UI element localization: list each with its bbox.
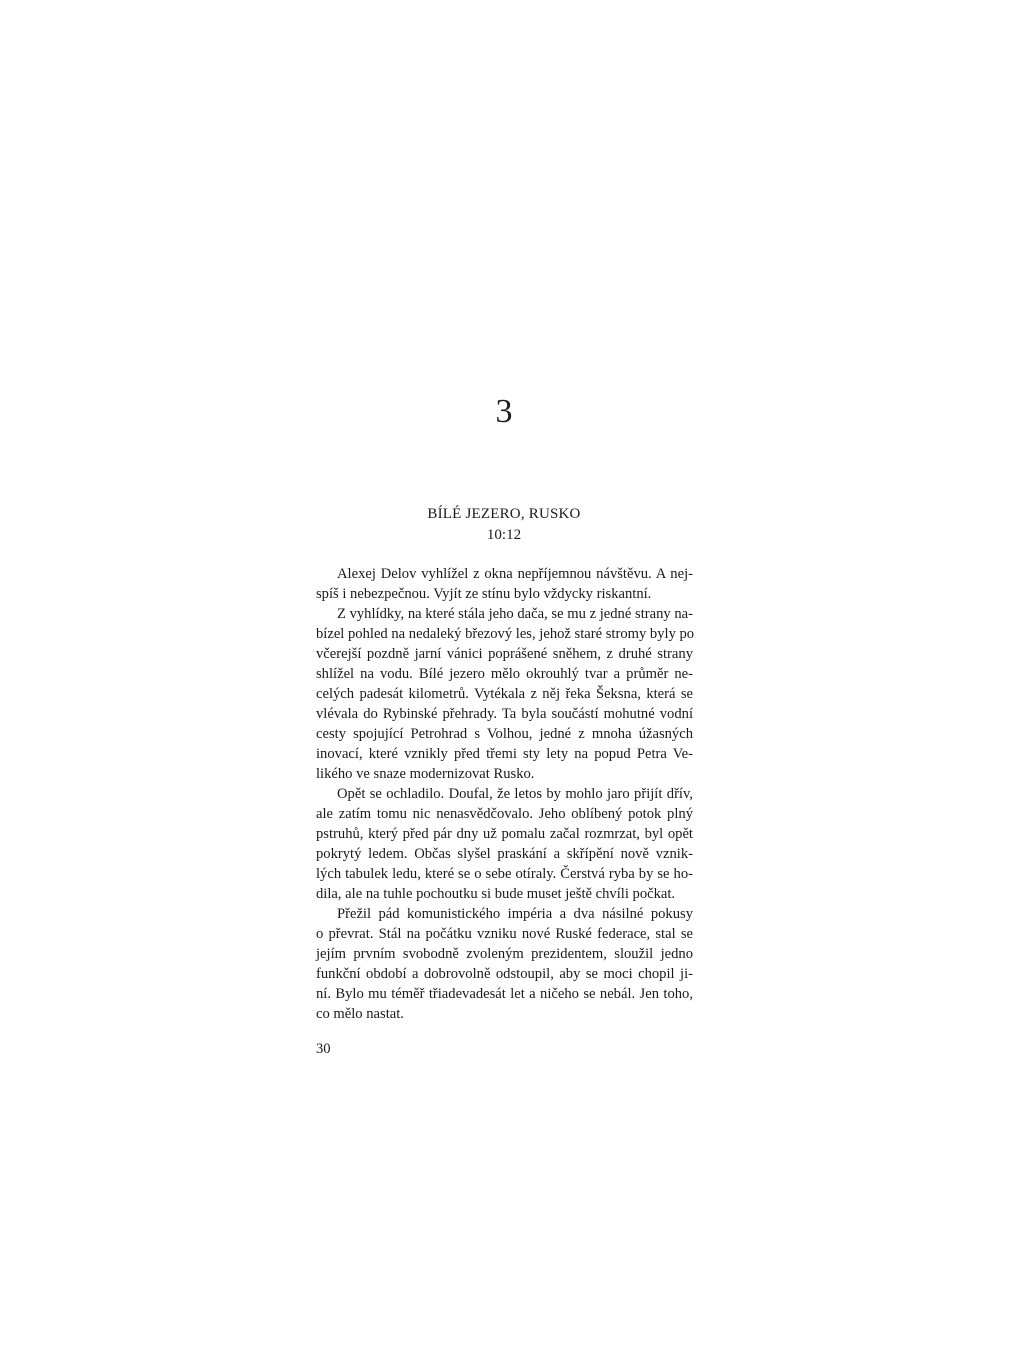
text-line: ale zatím tomu nic nenasvědčovalo. Jeho oblíbený potok plný xyxy=(316,806,693,822)
text-line: cesty spojující Petrohrad s Volhou, jedné z mnoha úžasných xyxy=(316,726,693,742)
text-line: o převrat. Stál na počátku vzniku nové Ruské federace, stal se xyxy=(316,926,693,942)
text-line: Přežil pád komunistického impéria a dva násilné pokusy xyxy=(337,906,693,922)
chapter-number: 3 xyxy=(495,393,513,430)
text-line: likého ve snaze modernizovat Rusko. xyxy=(316,766,535,782)
text-line: Z vyhlídky, na které stála jeho dača, se mu z jedné strany na- xyxy=(337,606,693,622)
text-line: co mělo nastat. xyxy=(316,1006,404,1022)
text-line: spíš i nebezpečnou. Vyjít ze stínu bylo vždycky riskantní. xyxy=(316,586,652,602)
chapter-time: 10:12 xyxy=(486,527,522,543)
text-line: pstruhů, který před pár dny už pomalu začal rozmrzat, byl opět xyxy=(316,826,693,842)
text-line: Opět se ochladilo. Doufal, že letos by mohlo jaro přijít dřív, xyxy=(337,786,693,802)
text-line: inovací, které vznikly před třemi sty lety na popud Petra Ve- xyxy=(316,746,693,762)
text-line: shlížel na vodu. Bílé jezero mělo okrouhlý tvar a průměr ne- xyxy=(316,666,693,682)
text-line: pokrytý ledem. Občas slyšel praskání a skřípění nově vznik- xyxy=(316,846,693,862)
page-number: 30 xyxy=(316,1041,331,1057)
body-text xyxy=(316,564,693,1024)
text-line: dila, ale na tuhle pochoutku si bude muset ještě chvíli počkat. xyxy=(316,886,676,902)
text-line: vlévala do Rybinské přehrady. Ta byla součástí mohutné vodní xyxy=(316,706,693,722)
chapter-location: BÍLÉ JEZERO, RUSKO xyxy=(427,506,581,522)
text-line: Alexej Delov vyhlížel z okna nepříjemnou návštěvu. A nej- xyxy=(337,566,693,582)
text-line: funkční období a dobrovolně odstoupil, aby se moci chopil ji- xyxy=(316,966,693,982)
text-line: ní. Bylo mu téměř třiadevadesát let a ničeho se nebál. Jen toho, xyxy=(316,986,693,1002)
text-line: včerejší pozdně jarní vánici poprášené sněhem, z druhé strany xyxy=(316,646,693,662)
text-line: bízel pohled na nedaleký březový les, jehož staré stromy byly po xyxy=(316,626,695,642)
text-line: celých padesát kilometrů. Vytékala z něj řeka Šeksna, která se xyxy=(316,686,693,702)
text-line: jejím prvním svobodně zvoleným prezidentem, sloužil jedno xyxy=(316,946,693,962)
text-line: lých tabulek ledu, které se o sebe otíraly. Čerstvá ryba by se ho- xyxy=(316,866,693,882)
